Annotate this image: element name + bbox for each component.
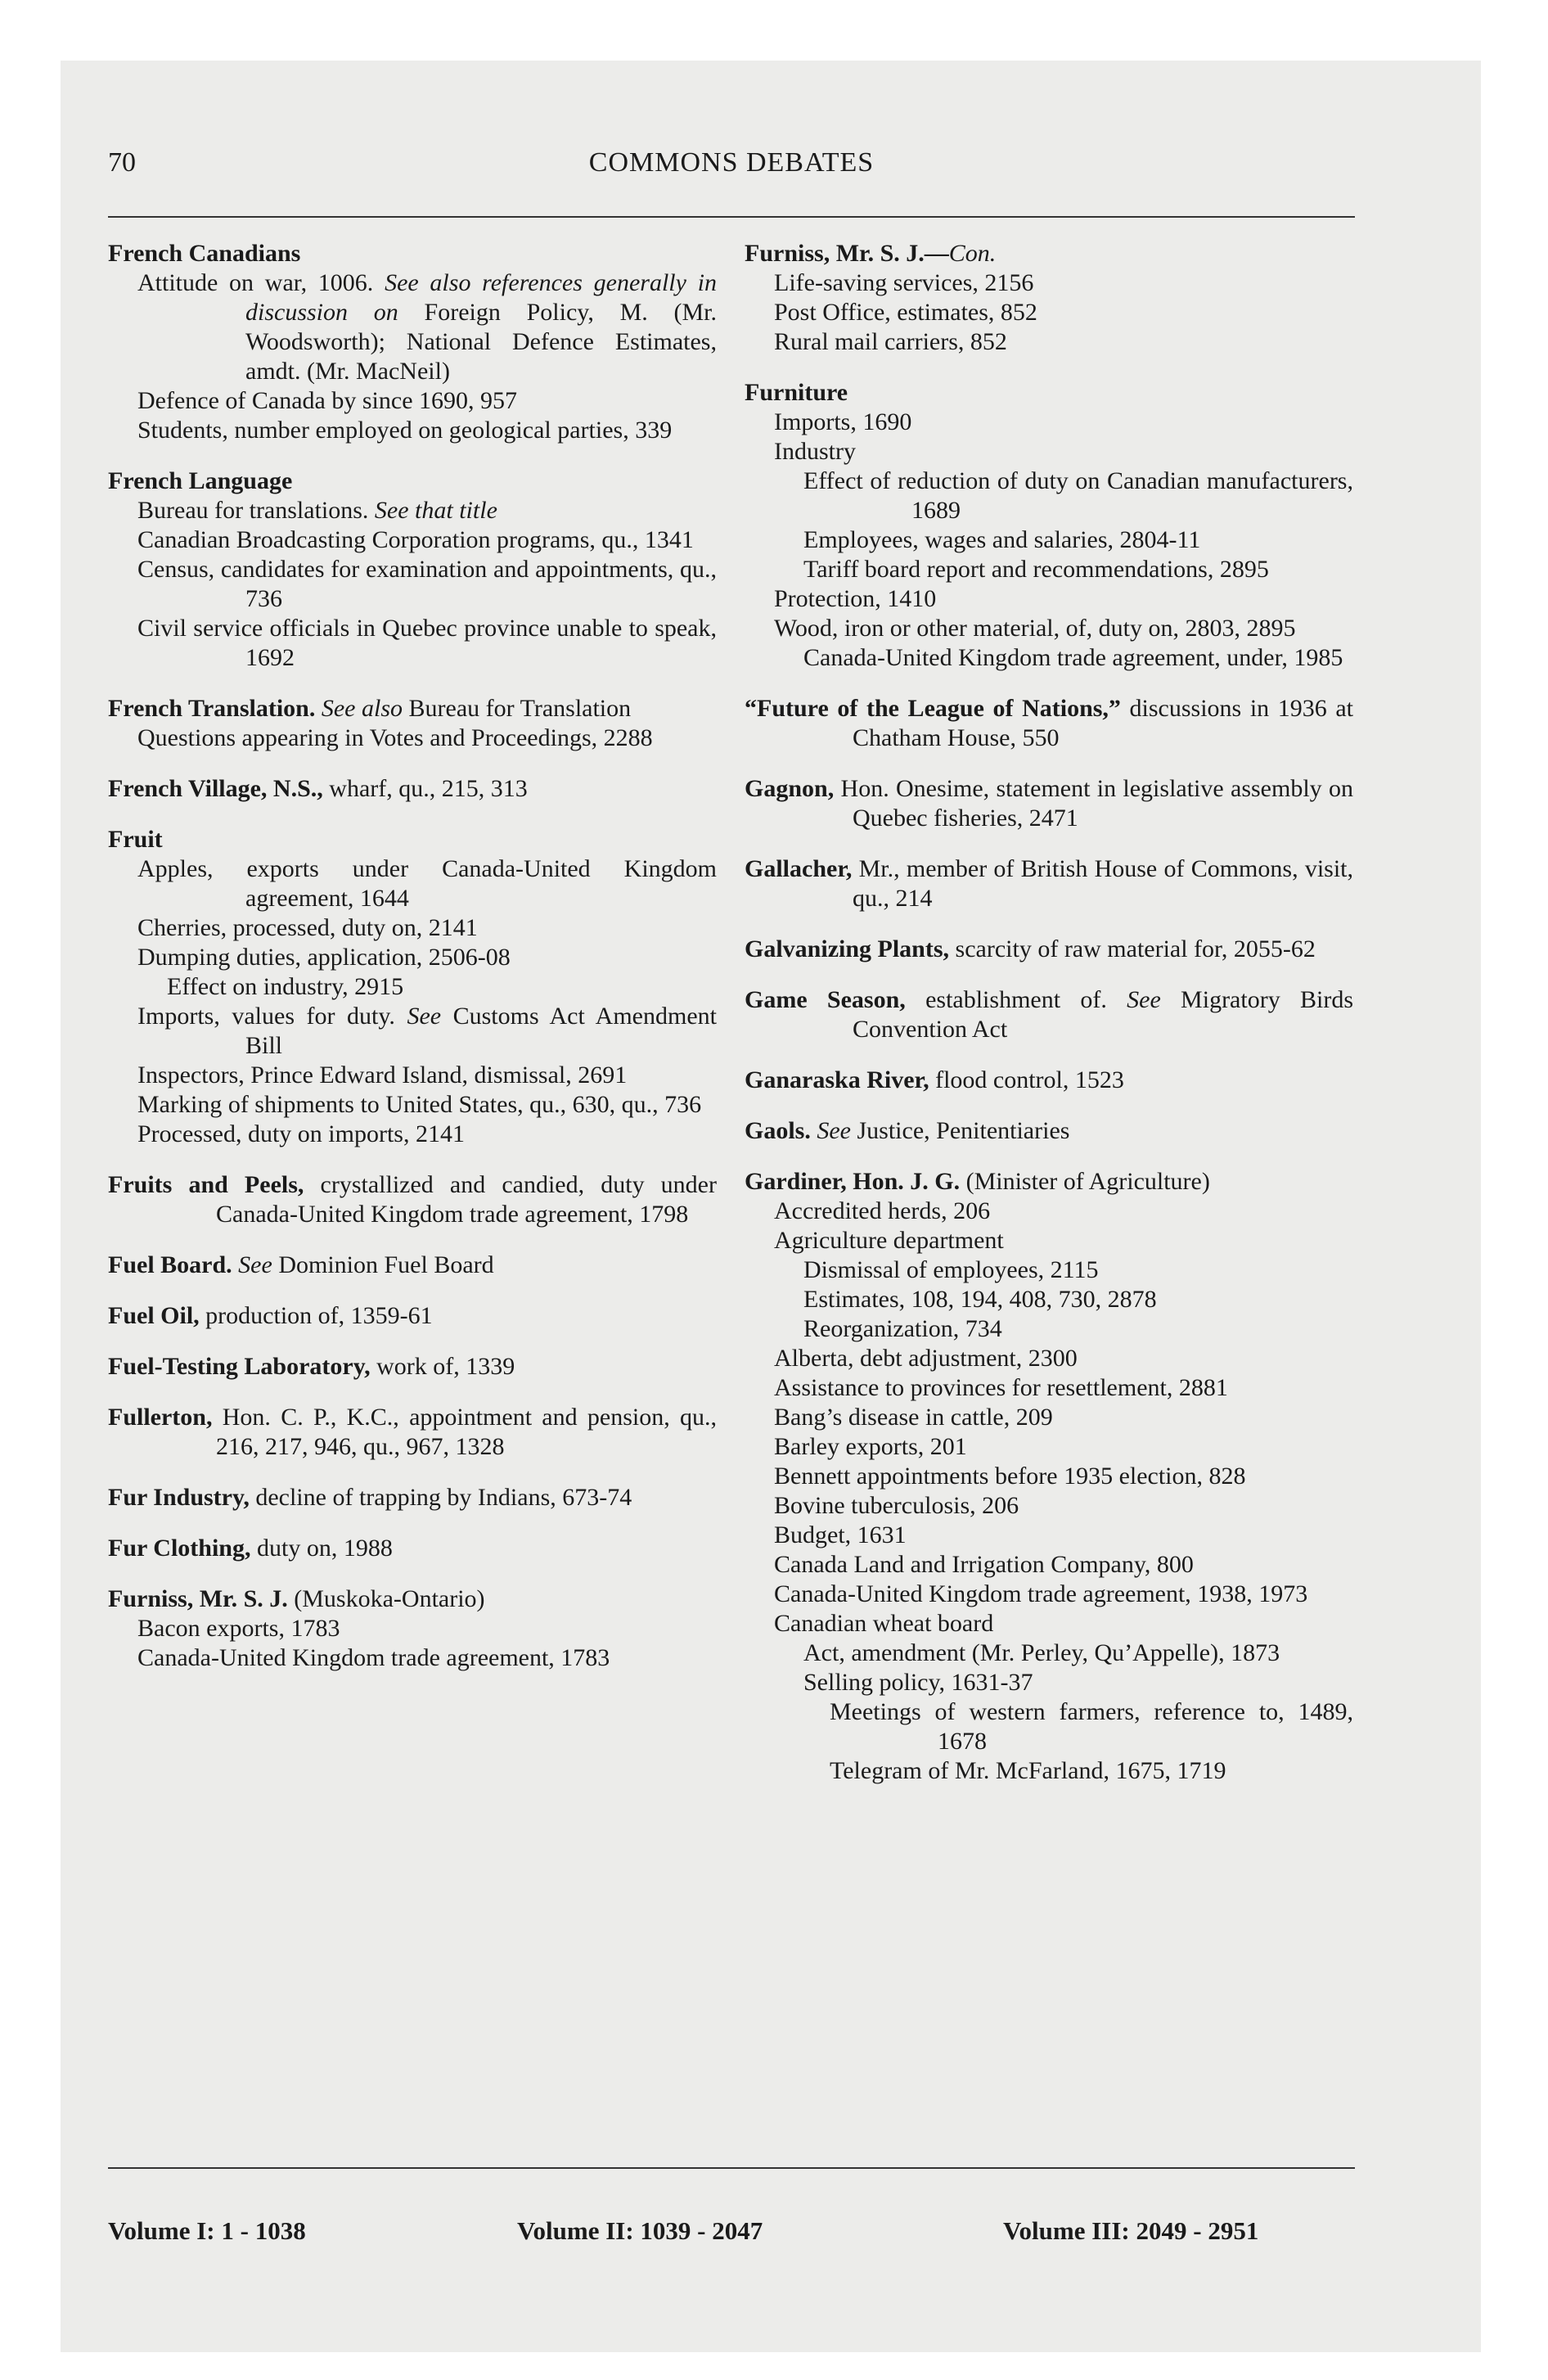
entry-heading: French Village, N.S., <box>108 775 323 802</box>
entry-heading: Furniss, Mr. S. J. <box>108 1585 288 1612</box>
sub-entry <box>745 437 1353 467</box>
sub-entry-text: Tariff board report and recommendations, 2895 <box>803 556 1269 583</box>
index-entry <box>745 378 1353 673</box>
sub-entry-text: Canada Land and Irrigation Company, 800 <box>774 1551 1194 1578</box>
index-entry <box>108 239 717 445</box>
sub-entry-text: Defence of Canada by since 1690, 957 <box>137 387 518 414</box>
sub-entry-text: Meetings of western farmers, reference to, 1489, 1678 <box>830 1698 1353 1755</box>
sub-entry-text: Canada-United Kingdom trade agreement, 1783 <box>137 1644 610 1671</box>
entry-heading: Gallacher, <box>745 855 853 882</box>
entry-heading: “Future of the League of Nations,” <box>745 695 1121 722</box>
entry-heading-line <box>745 985 1353 1044</box>
footer-volume-1: Volume I: 1 - 1038 <box>108 2216 306 2245</box>
sub-entry-text: Rural mail carriers, 852 <box>774 328 1007 355</box>
sub-entry-text: Employees, wages and salaries, 2804-11 <box>803 526 1201 553</box>
sub-entry-text: Customs Act Amendment Bill <box>245 1003 717 1059</box>
sub-entry-text: Life-saving services, 2156 <box>774 269 1034 296</box>
sub-entry-text: Industry <box>774 438 856 465</box>
sub-entry <box>108 386 717 416</box>
sub-entry-text: Marking of shipments to United States, qu., 630, qu., 736 <box>137 1091 702 1118</box>
sub-entry-text: Estimates, 108, 194, 408, 730, 2878 <box>803 1286 1157 1313</box>
index-entry <box>745 854 1353 913</box>
index-entry <box>745 694 1353 753</box>
entry-heading-line <box>108 1301 717 1331</box>
entry-text: crystallized and candied, duty under Canada-United Kingdom trade agreement, 1798 <box>216 1171 717 1228</box>
index-column-right <box>745 239 1353 1807</box>
sub-entry <box>745 614 1353 643</box>
sub-entry <box>108 416 717 445</box>
sub-entry-text: Bang’s disease in cattle, 209 <box>774 1404 1053 1431</box>
footer-volume-2: Volume II: 1039 - 2047 <box>517 2216 763 2245</box>
sub-entry <box>108 1120 717 1149</box>
entry-text: decline of trapping by Indians, 673-74 <box>249 1484 632 1511</box>
sub-entry-text: Imports, 1690 <box>774 408 912 435</box>
entry-text: Bureau for Translation <box>403 695 632 722</box>
entry-text: wharf, qu., 215, 313 <box>322 775 528 802</box>
sub-entry <box>745 1697 1353 1756</box>
sub-entry-text: Students, number employed on geological parties, 339 <box>137 417 673 444</box>
entry-heading: Furniture <box>745 379 848 406</box>
sub-entry <box>745 555 1353 584</box>
entry-heading: Fruit <box>108 826 163 853</box>
entry-text: Mr., member of British House of Commons, visit, qu., 214 <box>852 855 1353 912</box>
sub-entry <box>745 1314 1353 1344</box>
sub-entry-text: Foreign Policy, M. (Mr. Woodsworth); National Defence Estimates, amdt. (Mr. MacNeil) <box>245 299 717 385</box>
entry-heading: Fullerton, <box>108 1404 213 1431</box>
sub-entry <box>745 1462 1353 1491</box>
entry-text: production of, 1359-61 <box>199 1302 433 1329</box>
entry-text: Migratory Birds Convention Act <box>853 986 1353 1043</box>
entry-heading-line <box>108 1483 717 1512</box>
entry-heading-line <box>108 1584 717 1614</box>
index-entry <box>108 1534 717 1563</box>
sub-entry-text: Dismissal of employees, 2115 <box>803 1256 1099 1283</box>
index-entry <box>745 985 1353 1044</box>
sub-entry-text: Effect on industry, 2915 <box>167 973 404 1000</box>
sub-entry-text: Budget, 1631 <box>774 1521 907 1548</box>
sub-entry <box>745 1344 1353 1373</box>
entry-text: scarcity of raw material for, 2055-62 <box>949 935 1316 962</box>
index-entry <box>745 935 1353 964</box>
sub-entry <box>745 643 1353 673</box>
entry-heading-line <box>745 1066 1353 1095</box>
index-entry <box>745 1167 1353 1786</box>
sub-entry <box>108 268 717 386</box>
sub-entry-text: Dumping duties, application, 2506-08 <box>137 944 511 971</box>
entry-heading-line <box>108 1251 717 1280</box>
sub-entry <box>108 1614 717 1643</box>
sub-entry <box>108 943 717 972</box>
sub-entry <box>108 1002 717 1061</box>
entry-heading-line <box>745 239 1353 268</box>
sub-entry <box>745 1432 1353 1462</box>
sub-entry-text: Bacon exports, 1783 <box>137 1615 340 1642</box>
sub-entry-text: Attitude on war, 1006. <box>137 269 385 296</box>
see-reference: See that title <box>374 497 497 524</box>
sub-entry <box>745 1226 1353 1255</box>
sub-entry-text: Questions appearing in Votes and Proceedings, 2288 <box>137 724 653 751</box>
index-column-left <box>108 239 717 1694</box>
sub-entry-text: Alberta, debt adjustment, 2300 <box>774 1345 1078 1372</box>
entry-heading: Fuel-Testing Laboratory, <box>108 1353 371 1380</box>
index-entry <box>108 1352 717 1382</box>
sub-entry-text: Bovine tuberculosis, 206 <box>774 1492 1019 1519</box>
entry-heading-line <box>745 1167 1353 1197</box>
entry-text: establishment of. <box>905 986 1127 1013</box>
entry-heading-line <box>745 854 1353 913</box>
sub-entry <box>108 555 717 614</box>
sub-entry <box>745 1639 1353 1668</box>
entry-heading: Gagnon, <box>745 775 835 802</box>
sub-entry <box>745 1255 1353 1285</box>
entry-heading-line <box>108 774 717 804</box>
entry-text: discussions in 1936 at Chatham House, 550 <box>853 695 1354 751</box>
sub-entry <box>745 408 1353 437</box>
entry-text: duty on, 1988 <box>250 1535 393 1562</box>
entry-heading-line <box>108 1403 717 1462</box>
sub-entry <box>108 496 717 525</box>
sub-entry <box>745 1197 1353 1226</box>
entry-heading: Gardiner, Hon. J. G. <box>745 1168 961 1195</box>
sub-entry-text: Assistance to provinces for resettlement, 2881 <box>774 1374 1228 1401</box>
index-entry <box>108 694 717 753</box>
index-entry <box>108 1403 717 1462</box>
sub-entry <box>745 1550 1353 1580</box>
sub-entry-text: Imports, values for duty. <box>137 1003 407 1030</box>
index-entry <box>745 774 1353 833</box>
entry-heading: Fruits and Peels, <box>108 1171 304 1198</box>
sub-entry <box>108 1090 717 1120</box>
sub-entry <box>745 525 1353 555</box>
entry-heading: French Translation. <box>108 695 316 722</box>
sub-entry-text: Inspectors, Prince Edward Island, dismissal, 2691 <box>137 1062 628 1089</box>
sub-entry-text: Post Office, estimates, 852 <box>774 299 1037 326</box>
sub-entry-text: Cherries, processed, duty on, 2141 <box>137 914 478 941</box>
entry-text: Justice, Penitentiaries <box>851 1117 1070 1144</box>
entry-text: work of, 1339 <box>370 1353 515 1380</box>
sub-entry <box>108 1643 717 1673</box>
entry-heading: Fuel Board. <box>108 1251 232 1278</box>
running-title: COMMONS DEBATES <box>588 147 875 178</box>
see-reference: See <box>238 1251 272 1278</box>
entry-heading-line <box>745 935 1353 964</box>
entry-heading: French Language <box>108 467 293 494</box>
sub-entry <box>108 1061 717 1090</box>
entry-text: (Minister of Agriculture) <box>960 1168 1210 1195</box>
sub-entry-text: Bureau for translations. <box>137 497 375 524</box>
entry-heading-line <box>108 467 717 496</box>
entry-heading-line <box>108 1352 717 1382</box>
index-entry <box>108 774 717 804</box>
sub-entry-text: Civil service officials in Quebec province unable to speak, 1692 <box>137 615 717 671</box>
entry-text: flood control, 1523 <box>929 1066 1124 1093</box>
sub-entry <box>108 614 717 673</box>
entry-heading: Ganaraska River, <box>745 1066 929 1093</box>
sub-entry <box>745 298 1353 327</box>
sub-entry <box>108 854 717 913</box>
see-reference: See <box>1127 986 1161 1013</box>
index-entry <box>108 1170 717 1229</box>
entry-text: Dominion Fuel Board <box>272 1251 494 1278</box>
entry-heading-line <box>108 1534 717 1563</box>
entry-heading: Fuel Oil, <box>108 1302 200 1329</box>
index-entry <box>108 1584 717 1673</box>
index-entry <box>745 239 1353 357</box>
entry-heading: Fur Clothing, <box>108 1535 251 1562</box>
see-reference: See also references generally in discussion on <box>245 269 717 326</box>
sub-entry-text: Canadian wheat board <box>774 1610 994 1637</box>
sub-entry-text: Census, candidates for examination and appointments, qu., 736 <box>137 556 717 612</box>
entry-heading-continued: Con. <box>948 240 997 267</box>
entry-heading: Fur Industry, <box>108 1484 250 1511</box>
page-header <box>108 147 1355 193</box>
entry-heading-line <box>108 694 717 723</box>
sub-entry <box>745 1285 1353 1314</box>
sub-entry-text: Protection, 1410 <box>774 585 937 612</box>
footer-volume-3: Volume III: 2049 - 2951 <box>1003 2216 1259 2245</box>
sub-entry-text: Agriculture department <box>774 1227 1004 1254</box>
entry-heading: Gaols. <box>745 1117 811 1144</box>
sub-entry <box>745 1756 1353 1786</box>
sub-entry <box>108 972 717 1002</box>
sub-entry-text: Wood, iron or other material, of, duty on, 2803, 2895 <box>774 615 1296 642</box>
sub-entry-text: Canada-United Kingdom trade agreement, under, 1985 <box>803 644 1343 671</box>
entry-text: Hon. Onesime, statement in legislative assembly on Quebec fisheries, 2471 <box>834 775 1353 832</box>
entry-text: (Muskoka-Ontario) <box>287 1585 485 1612</box>
sub-entry-text: Processed, duty on imports, 2141 <box>137 1120 465 1147</box>
sub-entry-text: Selling policy, 1631-37 <box>803 1669 1033 1696</box>
entry-heading: Galvanizing Plants, <box>745 935 950 962</box>
sub-entry-text: Canada-United Kingdom trade agreement, 1938, 1973 <box>774 1580 1308 1607</box>
index-entry <box>108 825 717 1149</box>
sub-entry-text: Bennett appointments before 1935 election, 828 <box>774 1463 1246 1490</box>
sub-entry <box>108 525 717 555</box>
index-entry <box>108 1483 717 1512</box>
sub-entry-text: Barley exports, 201 <box>774 1433 967 1460</box>
entry-heading: French Canadians <box>108 240 301 267</box>
sub-entry <box>745 1609 1353 1639</box>
index-entry <box>745 1116 1353 1146</box>
sub-entry <box>745 467 1353 525</box>
sub-entry-text: Accredited herds, 206 <box>774 1197 991 1224</box>
entry-heading-line <box>745 378 1353 408</box>
sub-entry <box>108 913 717 943</box>
sub-entry <box>745 1668 1353 1697</box>
entry-heading-line <box>108 1170 717 1229</box>
sub-entry <box>745 1580 1353 1609</box>
see-reference: See <box>817 1117 851 1144</box>
footer-rule <box>108 2167 1355 2169</box>
sub-entry <box>745 268 1353 298</box>
entry-heading-line <box>108 239 717 268</box>
sub-entry-text: Effect of reduction of duty on Canadian manufacturers, 1689 <box>803 467 1353 524</box>
sub-entry <box>108 723 717 753</box>
entry-heading: Game Season, <box>745 986 906 1013</box>
entry-text: Hon. C. P., K.C., appointment and pension, qu., 216, 217, 946, qu., 967, 1328 <box>212 1404 717 1460</box>
sub-entry <box>745 1373 1353 1403</box>
entry-heading-line <box>108 825 717 854</box>
index-entry <box>108 1301 717 1331</box>
sub-entry-text: Canadian Broadcasting Corporation programs, qu., 1341 <box>137 526 694 553</box>
index-entry <box>108 1251 717 1280</box>
page-number: 70 <box>108 147 136 178</box>
index-entry <box>745 1066 1353 1095</box>
see-reference: See also <box>321 695 403 722</box>
entry-heading-line <box>745 774 1353 833</box>
sub-entry-text: Reorganization, 734 <box>803 1315 1002 1342</box>
sub-entry <box>745 1491 1353 1521</box>
entry-heading-line <box>745 1116 1353 1146</box>
sub-entry-text: Apples, exports under Canada-United Kingdom agreement, 1644 <box>137 855 717 912</box>
sub-entry <box>745 327 1353 357</box>
sub-entry <box>745 584 1353 614</box>
sub-entry <box>745 1521 1353 1550</box>
index-entry <box>108 467 717 673</box>
sub-entry <box>745 1403 1353 1432</box>
entry-heading-line <box>745 694 1353 753</box>
sub-entry-text: Act, amendment (Mr. Perley, Qu’Appelle), 1873 <box>803 1639 1280 1666</box>
entry-heading: Furniss, Mr. S. J.— <box>745 240 949 267</box>
sub-entry-text: Telegram of Mr. McFarland, 1675, 1719 <box>830 1757 1226 1784</box>
see-reference: See <box>407 1003 442 1030</box>
header-rule <box>108 216 1355 218</box>
